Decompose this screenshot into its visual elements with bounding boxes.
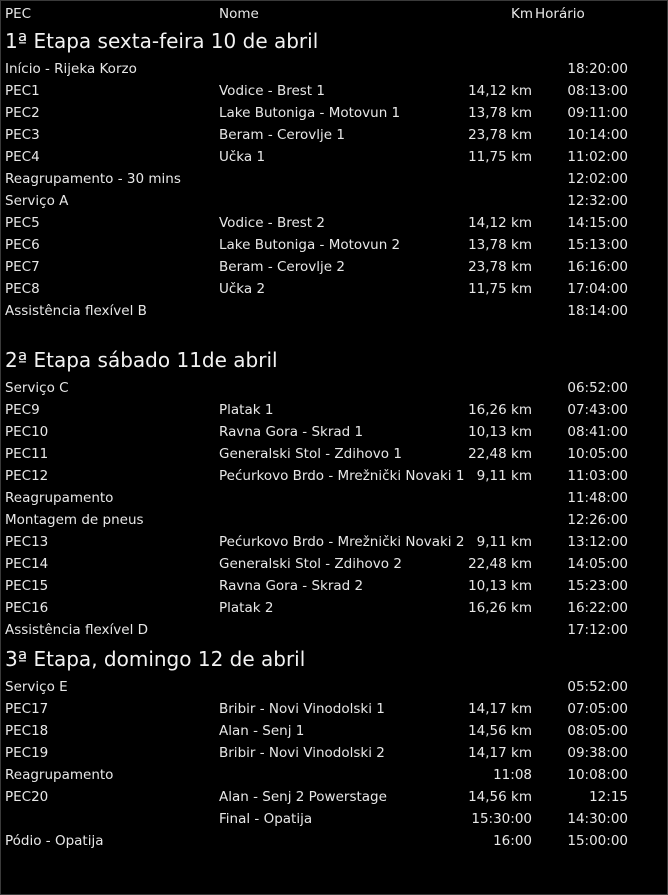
time-cell: 07:05:00 (567, 701, 628, 717)
name-cell: Ravna Gora - Skrad 2 (219, 578, 364, 594)
schedule-row-pec3 (5, 124, 645, 146)
schedule-row-pec2 (5, 102, 645, 124)
schedule-row-pec18 (5, 720, 645, 742)
time-cell: 10:08:00 (567, 767, 628, 783)
pec-cell: Início - Rijeka Korzo (5, 61, 137, 77)
header-pec: PEC (5, 6, 32, 22)
time-cell: 08:13:00 (567, 83, 628, 99)
time-cell: 11:02:00 (567, 149, 628, 165)
pec-cell: Reagrupamento - 30 mins (5, 171, 181, 187)
time-cell: 13:12:00 (567, 534, 628, 550)
pec-cell: Montagem de pneus (5, 512, 144, 528)
km-cell: 22,48 km (468, 556, 532, 572)
name-cell: Ravna Gora - Skrad 1 (219, 424, 364, 440)
km-cell: 10,13 km (468, 424, 532, 440)
name-cell: Pećurkovo Brdo - Mrežnički Novaki 1 (219, 468, 465, 484)
km-cell: 16,26 km (468, 402, 532, 418)
schedule-row-pec14 (5, 553, 645, 575)
name-cell: Učka 2 (219, 281, 266, 297)
name-cell: Učka 1 (219, 149, 266, 165)
pec-cell: Serviço E (5, 679, 68, 695)
schedule-row (5, 808, 645, 830)
time-cell: 12:15 (589, 789, 628, 805)
schedule-row-pec1 (5, 80, 645, 102)
schedule-row-pec12 (5, 465, 645, 487)
schedule-row-pec11 (5, 443, 645, 465)
name-cell: Bribir - Novi Vinodolski 2 (219, 745, 385, 761)
km-cell: 16:00 (493, 833, 532, 849)
time-cell: 16:22:00 (567, 600, 628, 616)
schedule-row-assist-ncia-flex-vel-b (5, 300, 645, 322)
schedule-row-pec16 (5, 597, 645, 619)
header-horario: Horário (535, 6, 585, 22)
schedule-row-pec6 (5, 234, 645, 256)
name-cell: Vodice - Brest 2 (219, 215, 325, 231)
km-cell: 11:08 (493, 767, 532, 783)
name-cell: Beram - Cerovlje 2 (219, 259, 345, 275)
time-cell: 17:04:00 (567, 281, 628, 297)
time-cell: 14:05:00 (567, 556, 628, 572)
stage-title: 2ª Etapa sábado 11de abril (5, 348, 278, 372)
km-cell: 13,78 km (468, 105, 532, 121)
schedule-row-pec7 (5, 256, 645, 278)
header-km: Km (511, 6, 534, 22)
pec-cell: PEC19 (5, 745, 49, 761)
pec-cell: PEC13 (5, 534, 49, 550)
time-cell: 18:14:00 (567, 303, 628, 319)
pec-cell: Pódio - Opatija (5, 833, 104, 849)
schedule-row-servi-o-a (5, 190, 645, 212)
km-cell: 11,75 km (468, 281, 532, 297)
name-cell: Bribir - Novi Vinodolski 1 (219, 701, 385, 717)
time-cell: 09:11:00 (567, 105, 628, 121)
time-cell: 11:03:00 (567, 468, 628, 484)
km-cell: 11,75 km (468, 149, 532, 165)
stage-title: 3ª Etapa, domingo 12 de abril (5, 647, 306, 671)
schedule-row-pec20 (5, 786, 645, 808)
pec-cell: PEC20 (5, 789, 49, 805)
pec-cell: Reagrupamento (5, 767, 114, 783)
schedule-row-pec19 (5, 742, 645, 764)
pec-cell: Assistência flexível D (5, 622, 149, 638)
time-cell: 09:38:00 (567, 745, 628, 761)
pec-cell: PEC7 (5, 259, 40, 275)
schedule-row-pec15 (5, 575, 645, 597)
name-cell: Alan - Senj 1 (219, 723, 305, 739)
time-cell: 18:20:00 (567, 61, 628, 77)
time-cell: 12:32:00 (567, 193, 628, 209)
pec-cell: PEC14 (5, 556, 49, 572)
name-cell: Alan - Senj 2 Powerstage (219, 789, 387, 805)
name-cell: Generalski Stol - Zdihovo 2 (219, 556, 402, 572)
km-cell: 14,56 km (468, 723, 532, 739)
km-cell: 14,17 km (468, 701, 532, 717)
pec-cell: Reagrupamento (5, 490, 114, 506)
time-cell: 05:52:00 (567, 679, 628, 695)
time-cell: 16:16:00 (567, 259, 628, 275)
km-cell: 10,13 km (468, 578, 532, 594)
pec-cell: PEC2 (5, 105, 40, 121)
name-cell: Platak 2 (219, 600, 274, 616)
name-cell: Pećurkovo Brdo - Mrežnički Novaki 2 (219, 534, 465, 550)
schedule-row-servi-o-c (5, 377, 645, 399)
schedule-row-servi-o-e (5, 676, 645, 698)
stage-title: 1ª Etapa sexta-feira 10 de abril (5, 29, 319, 53)
schedule-row-reagrupamento (5, 487, 645, 509)
schedule-row-pec8 (5, 278, 645, 300)
time-cell: 08:05:00 (567, 723, 628, 739)
km-cell: 23,78 km (468, 259, 532, 275)
pec-cell: Assistência flexível B (5, 303, 147, 319)
km-cell: 23,78 km (468, 127, 532, 143)
name-cell: Platak 1 (219, 402, 274, 418)
km-cell: 9,11 km (476, 534, 532, 550)
schedule-row-reagrupamento (5, 764, 645, 786)
pec-cell: PEC17 (5, 701, 49, 717)
name-cell: Lake Butoniga - Motovun 2 (219, 237, 401, 253)
schedule-row-pec13 (5, 531, 645, 553)
pec-cell: PEC4 (5, 149, 40, 165)
schedule-row-montagem-de-pneus (5, 509, 645, 531)
pec-cell: PEC6 (5, 237, 40, 253)
time-cell: 15:00:00 (567, 833, 628, 849)
km-cell: 13,78 km (468, 237, 532, 253)
schedule-row-pec17 (5, 698, 645, 720)
time-cell: 08:41:00 (567, 424, 628, 440)
time-cell: 10:14:00 (567, 127, 628, 143)
time-cell: 15:13:00 (567, 237, 628, 253)
name-cell: Lake Butoniga - Motovun 1 (219, 105, 401, 121)
time-cell: 12:02:00 (567, 171, 628, 187)
pec-cell: PEC12 (5, 468, 49, 484)
time-cell: 06:52:00 (567, 380, 628, 396)
km-cell: 22,48 km (468, 446, 532, 462)
name-cell: Generalski Stol - Zdihovo 1 (219, 446, 402, 462)
time-cell: 15:23:00 (567, 578, 628, 594)
schedule-row-pec5 (5, 212, 645, 234)
schedule-row-in-cio-rijeka-korzo (5, 58, 645, 80)
pec-cell: PEC8 (5, 281, 40, 297)
km-cell: 14,17 km (468, 745, 532, 761)
pec-cell: PEC11 (5, 446, 49, 462)
km-cell: 14,56 km (468, 789, 532, 805)
time-cell: 12:26:00 (567, 512, 628, 528)
pec-cell: PEC10 (5, 424, 49, 440)
time-cell: 14:15:00 (567, 215, 628, 231)
km-cell: 15:30:00 (471, 811, 532, 827)
time-cell: 11:48:00 (567, 490, 628, 506)
time-cell: 10:05:00 (567, 446, 628, 462)
pec-cell: PEC15 (5, 578, 49, 594)
name-cell: Vodice - Brest 1 (219, 83, 325, 99)
pec-cell: PEC3 (5, 127, 40, 143)
name-cell: Beram - Cerovlje 1 (219, 127, 345, 143)
km-cell: 14,12 km (468, 83, 532, 99)
schedule-row-pec10 (5, 421, 645, 443)
schedule-row-p-dio-opatija (5, 830, 645, 852)
km-cell: 16,26 km (468, 600, 532, 616)
time-cell: 17:12:00 (567, 622, 628, 638)
pec-cell: Serviço A (5, 193, 69, 209)
schedule-row-assist-ncia-flex-vel-d (5, 619, 645, 641)
pec-cell: Serviço C (5, 380, 69, 396)
km-cell: 14,12 km (468, 215, 532, 231)
header-nome: Nome (219, 6, 259, 22)
time-cell: 07:43:00 (567, 402, 628, 418)
pec-cell: PEC9 (5, 402, 40, 418)
name-cell: Final - Opatija (219, 811, 313, 827)
time-cell: 14:30:00 (567, 811, 628, 827)
schedule-row-pec9 (5, 399, 645, 421)
pec-cell: PEC16 (5, 600, 49, 616)
schedule-row-reagrupamento-30-mins (5, 168, 645, 190)
pec-cell: PEC5 (5, 215, 40, 231)
km-cell: 9,11 km (476, 468, 532, 484)
pec-cell: PEC18 (5, 723, 49, 739)
pec-cell: PEC1 (5, 83, 40, 99)
schedule-row-pec4 (5, 146, 645, 168)
